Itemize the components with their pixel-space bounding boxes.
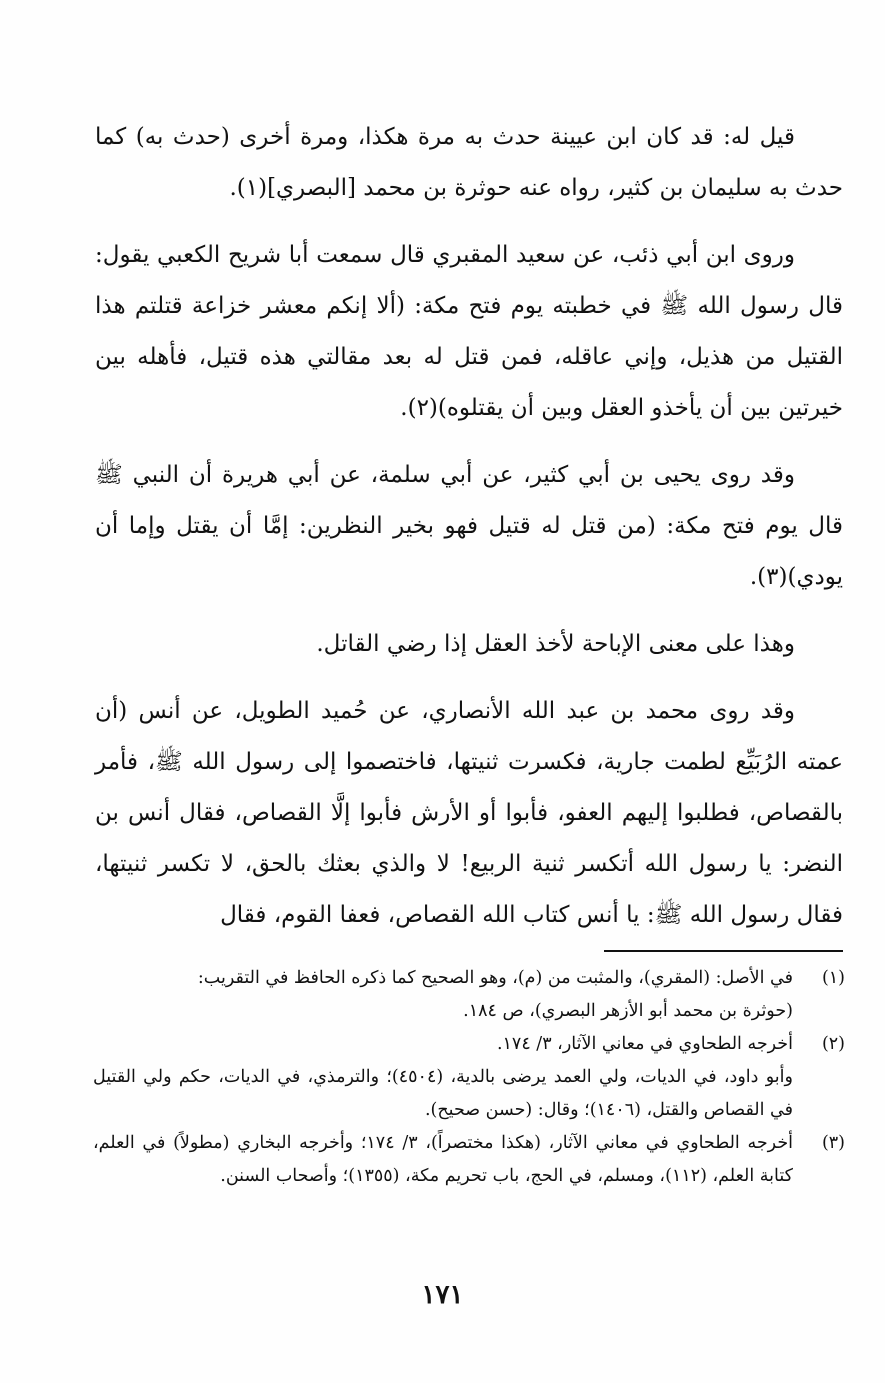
footnote-line: أخرجه الطحاوي في معاني الآثار، ٣/ ١٧٤.: [496, 1034, 793, 1054]
footnote-line: في الأصل: (المقري)، والمثبت من (م)، وهو الصحيح كما ذكره الحافظ في التقريب:: [197, 968, 793, 988]
paragraph-3: وقد روى يحيى بن أبي كثير، عن أبي سلمة، عن أبي هريرة أن النبي ﷺ قال يوم فتح مكة: (من قتل له قتيل فهو بخير النظرين: إمَّا أن يقتل وإما أن يودي)(٣).: [95, 462, 843, 590]
footnote-number: (٣): [821, 1133, 845, 1153]
footnote-line: وأبو داود، في الديات، ولي العمد يرضى بالدية، (٤٥٠٤)؛ والترمذي، في الديات، حكم ولي القتيل في القصاص والقتل، (١٤٠٦)؛ وقال: (حسن صحيح).: [93, 1067, 793, 1120]
footnotes: [93, 962, 845, 1193]
footnote-line: (حوثرة بن محمد أبو الأزهر البصري)، ص ١٨٤.: [463, 1001, 793, 1021]
footnote-number: (٢): [821, 1034, 845, 1054]
footnote-number: (١): [821, 968, 845, 988]
footnote-1: [93, 962, 845, 1028]
page-number: ١٧١: [421, 1280, 464, 1310]
main-text: [95, 112, 843, 957]
paragraph-1: قيل له: قد كان ابن عيينة حدث به مرة هكذا، ومرة أخرى (حدث به) كما حدث به سليمان بن كثير، رواه عنه حوثرة بن محمد [البصري](١).: [95, 124, 843, 201]
footnote-separator: [604, 950, 843, 952]
paragraph-2: وروى ابن أبي ذئب، عن سعيد المقبري قال سمعت أبا شريح الكعبي يقول: قال رسول الله ﷺ في خطبته يوم فتح مكة: (ألا إنكم معشر خزاعة قتلتم هذا القتيل من هذيل، وإني عاقله، فمن قتل له بعد مقالتي هذه قتيل، فأهله بين خيرتين بين أن يأخذو العقل وبين أن يقتلوه)(٢).: [95, 242, 843, 421]
paragraph-4: وهذا على معنى الإباحة لأخذ العقل إذا رضي القاتل.: [316, 631, 795, 657]
footnote-line: أخرجه الطحاوي في معاني الآثار، (هكذا مختصراً)، ٣/ ١٧٤؛ وأخرجه البخاري (مطولاً) في العلم، كتابة العلم، (١١٢)، ومسلم، في الحج، باب تحريم مكة، (١٣٥٥)؛ وأصحاب السنن.: [93, 1133, 793, 1186]
footnote-2: [93, 1028, 845, 1127]
footnote-3: [93, 1127, 845, 1193]
paragraph-5: وقد روى محمد بن عبد الله الأنصاري، عن حُميد الطويل، عن أنس (أن عمته الرُبَيِّع لطمت جارية، فكسرت ثنيتها، فاختصموا إلى رسول الله ﷺ، فأمر بالقصاص، فطلبوا إليهم العفو، فأبوا أو الأرش فأبوا إلَّا القصاص، فقال أنس بن النضر: يا رسول الله أتكسر ثنية الربيع! لا والذي بعثك بالحق، لا تكسر ثنيتها، فقال رسول الله ﷺ: يا أنس كتاب الله القصاص، فعفا القوم، فقال: [95, 698, 843, 928]
